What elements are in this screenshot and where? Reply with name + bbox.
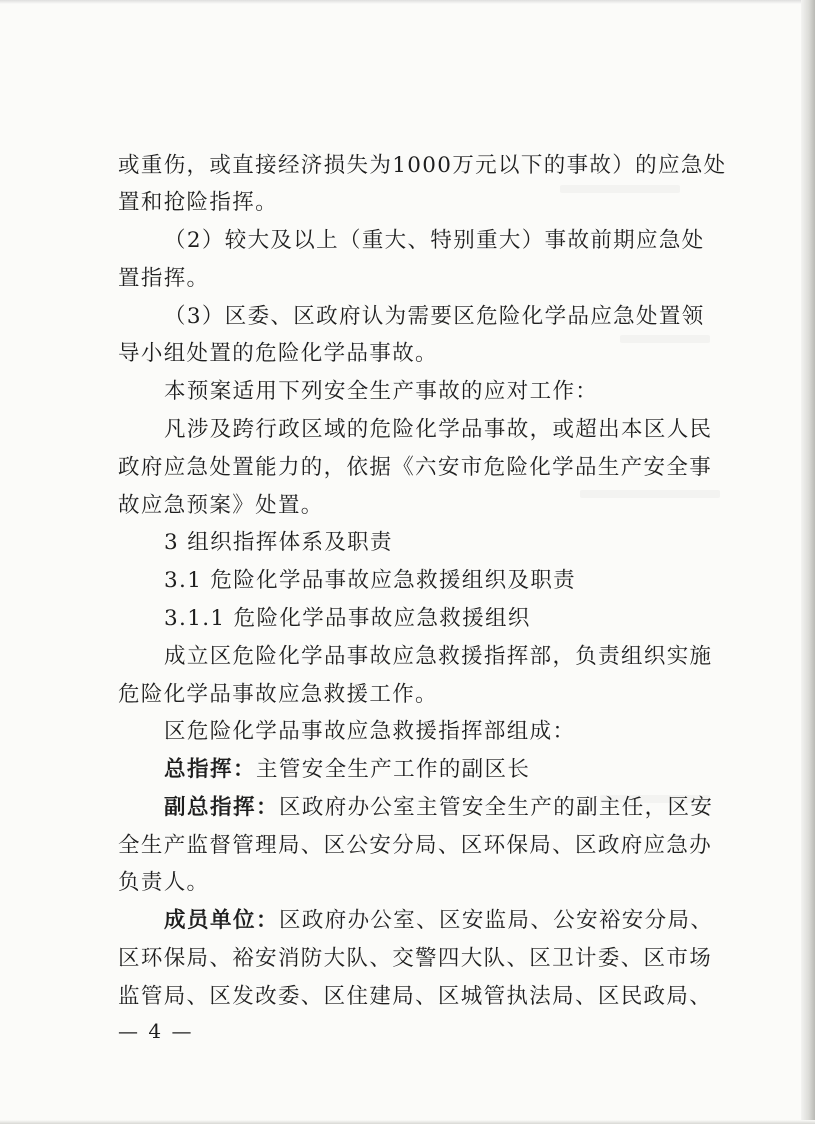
- text-line: （3）区委、区政府认为需要区危险化学品应急处置领: [164, 304, 705, 329]
- text-line: 导小组处置的危险化学品事故。: [118, 341, 438, 366]
- text-line: 置和抢险指挥。: [118, 190, 278, 215]
- chief-commander-label: 总指挥：: [164, 757, 257, 782]
- text-line: 区环保局、裕安消防大队、交警四大队、区卫计委、区市场: [118, 946, 713, 971]
- deputy-commander-text: 区政府办公室主管安全生产的副主任，区安: [279, 795, 714, 820]
- text-line: 全生产监督管理局、区公安分局、区环保局、区政府应急办: [118, 833, 713, 858]
- page-edge-right: [801, 0, 815, 1124]
- text-line: 成立区危险化学品事故应急救援指挥部，负责组织实施: [164, 644, 713, 669]
- text-line: （2）较大及以上（重大、特别重大）事故前期应急处: [164, 228, 705, 253]
- chief-commander-text: 主管安全生产工作的副区长: [256, 757, 531, 782]
- bleed-through-mark: [620, 335, 710, 343]
- page-edge-top: [0, 0, 815, 4]
- subsection-heading: 3.1.1 危险化学品事故应急救援组织: [164, 606, 531, 631]
- text-line: 负责人。: [118, 870, 210, 895]
- text-line: 危险化学品事故应急救援工作。: [118, 682, 438, 707]
- bleed-through-mark: [560, 185, 680, 193]
- text-line: 区危险化学品事故应急救援指挥部组成：: [164, 719, 576, 744]
- chief-commander-line: [164, 755, 530, 785]
- subsection-heading: 3.1 危险化学品事故应急救援组织及职责: [164, 568, 577, 593]
- text-line: 故应急预案》处置。: [118, 493, 324, 518]
- member-units-text: 区政府办公室、区安监局、公安裕安分局、: [279, 908, 714, 933]
- deputy-commander-line: [164, 793, 713, 823]
- page-edge-bottom: [0, 1120, 815, 1124]
- text-line: 置指挥。: [118, 266, 210, 291]
- member-units-line: [164, 906, 713, 936]
- deputy-commander-label: 副总指挥：: [164, 795, 280, 820]
- text-line: 或重伤，或直接经济损失为1000万元以下的事故）的应急处: [118, 153, 727, 178]
- text-line: 本预案适用下列安全生产事故的应对工作：: [164, 379, 599, 404]
- text-line: 凡涉及跨行政区域的危险化学品事故，或超出本区人民: [164, 417, 713, 442]
- page-number: — 4 —: [118, 1019, 194, 1043]
- text-line: 政府应急处置能力的，依据《六安市危险化学品生产安全事: [118, 455, 713, 480]
- section-heading: 3 组织指挥体系及职责: [164, 530, 393, 555]
- member-units-label: 成员单位：: [164, 908, 280, 933]
- bleed-through-mark: [580, 490, 720, 498]
- text-line: 监管局、区发改委、区住建局、区城管执法局、区民政局、: [118, 984, 713, 1009]
